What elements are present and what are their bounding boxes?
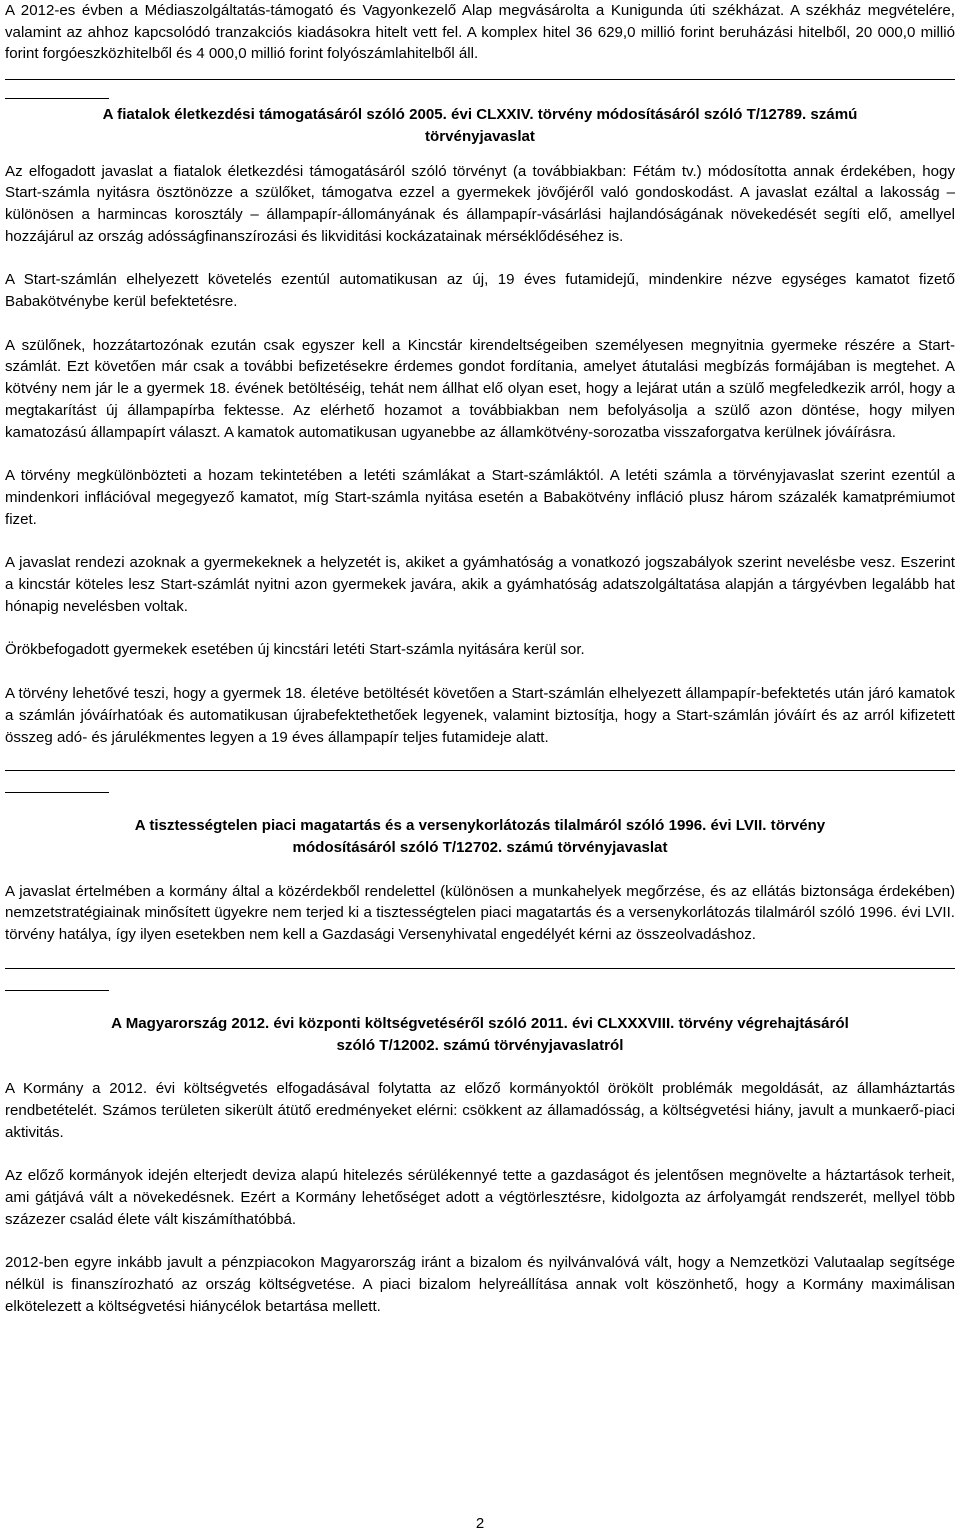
section1-paragraph: Az elfogadott javaslat a fiatalok életkezdési támogatásáról szóló törvényt (a továbbiakban: Fétám tv.) módosította annak érdekében, hogy Start-számla nyitásra ösztönözze a szülőket, támogatva ezzel a gyermekek jövőjéről való gondoskodást. A javaslat ezáltal a lakosság – különösen a harmincas korosztály – állampapír-állományának és állampapír-vásárlási hajlandóságának növekedését segíti elő, amellyel hozzájárul az ország adósságfinanszírozási és likviditási kockázatainak mérséklődéséhez is. — [5, 162, 955, 245]
document-page — [5, 0, 955, 1318]
section1-title — [5, 104, 955, 147]
section2-title-line1: A tisztességtelen piaci magatartás és a versenykorlátozás tilalmáról szóló 1996. évi LVII. törvény — [134, 817, 826, 835]
section3-title — [5, 1013, 955, 1056]
short-divider — [5, 990, 109, 991]
section1-paragraph: A szülőnek, hozzátartozónak ezután csak egyszer kell a Kincstár kirendeltségeiben személyesen megnyitnia gyermeke részére a Start-számlát. Ezt követően már csak a további befizetésekre érdemes gondot fordítania, amelyet átutalási megbízás formájában is megtehet. A kötvény nem jár le a gyermek 18. évének betöltéséig, tehát nem állhat elő olyan eset, hogy a lejárat után a szülő megfeledkezik arról, hogy a megtakarítást új állampapírba fektesse. Az elérhető hozamot a továbbiakban nem befolyásolja a szülő azon döntése, hogy milyen kamatozású állampapírt választ. A kamatok automatikusan ugyanebbe az államkötvény-sorozatba visszaforgatva kerülnek jóváírásra. — [5, 336, 955, 441]
section3-title-line1: A Magyarország 2012. évi központi költségvetéséről szóló 2011. évi CLXXXVIII. törvény végrehajtásáról — [111, 1014, 849, 1032]
section2-title — [5, 815, 955, 858]
section3-paragraph: Az előző kormányok idején elterjedt deviza alapú hitelezés sérülékennyé tette a gazdaságot és jelentősen megnövelte a háztartások terheit, ami gátjává vált a növekedésnek. Ezért a Kormány lehetőséget adott a végtörlesztésre, kidolgozta az árfolyamgát rendszerét, mellyel több százezer család élete vált kiszámíthatóbbá. — [5, 1167, 955, 1228]
section3-paragraph: 2012-ben egyre inkább javult a pénzpiacokon Magyarország iránt a bizalom és nyilvánvalóvá vált, hogy a Nemzetközi Valutaalap segítsége nélkül is finanszírozható az ország költségvetése. A piaci bizalom helyreállítása annak volt köszönhető, hogy a Kormány maximálisan elkötelezett a költségvetési hiánycélok betartása mellett. — [5, 1254, 955, 1315]
section1-paragraph: A törvény megkülönbözteti a hozam tekintetében a letéti számlákat a Start-számláktól. A letéti számla a törvényjavaslat szerint ezentúl a mindenkori inflációval megegyező kamatot, míg Start-számla nyitása esetén a Babakötvény infláció plusz három százalék kamatprémiumot fizet. — [5, 467, 955, 528]
section-divider — [5, 770, 955, 771]
section1-paragraph: A törvény lehetővé teszi, hogy a gyermek 18. életéve betöltését követően a Start-számlán elhelyezett állampapír-befektetés után járó kamatok a számlán jóváírhatóak és automatikusan újrabefektethetőek legyenek, valamint biztosítja, hogy a Start-számlán jóváírt és az arról kifizetett összeg adó- és járulékmentes legyen a 19 éves állampapír teljes futamideje alatt. — [5, 685, 955, 746]
short-divider — [5, 98, 109, 99]
section2-title-line2: módosításáról szóló T/12702. számú törvényjavaslat — [292, 838, 668, 856]
section1-paragraph: A javaslat rendezi azoknak a gyermekeknek a helyzetét is, akiket a gyámhatóság a vonatkozó jogszabályok szerint nevelésbe vesz. Eszerint a kincstár köteles lesz Start-számlát nyitni azon gyermekek javára, akik a gyámhatóság adatszolgáltatása alapján a tárgyévben legalább hat hónapig nevelésben voltak. — [5, 554, 955, 615]
section1-title-line1: A fiatalok életkezdési támogatásáról szóló 2005. évi CLXXIV. törvény módosításáról szóló T/12789. számú — [102, 106, 858, 124]
section3-paragraph: A Kormány a 2012. évi költségvetés elfogadásával folytatta az előző kormányoktól örökölt problémák megoldását, az államháztartás rendbetételét. Számos területen sikerült átütő eredményeket elérni: csökkent az államadósság, a költségvetési hiány, javult a munkaerő-piaci aktivitás. — [5, 1080, 955, 1141]
section1-paragraph: A Start-számlán elhelyezett követelés ezentúl automatikusan az új, 19 éves futamidejű, mindenkire nézve egységes kamatot fizető Babakötvénybe kerül befektetésre. — [5, 271, 955, 311]
section-divider — [5, 79, 955, 80]
section2-paragraph: A javaslat értelmében a kormány által a közérdekből rendelettel (különösen a munkahelyek megőrzése, és az ellátás biztonsága érdekében) nemzetstratégiainak minősített ügyekre nem terjed ki a tisztességtelen piaci magatartás és a versenykorlátozás tilalmáról szóló 1996. évi LVII. törvény hatálya, így ilyen esetekben nem kell a Gazdasági Versenyhivatal engedélyét kérni az összeolvadáshoz. — [5, 882, 955, 944]
section1-title-line2: törvényjavaslat — [425, 127, 535, 145]
section-divider — [5, 968, 955, 969]
intro-paragraph: A 2012-es évben a Médiaszolgáltatás-támogató és Vagyonkezelő Alap megvásárolta a Kunigunda úti székházat. A székház megvételére, valamint az ahhoz kapcsolódó tranzakciós kiadásokra hitelt vett fel. A komplex hitel 36 629,0 millió forint beruházási hitelből, 20 000,0 millió forint forgóeszközhitelből és 4 000,0 millió forint folyószámlahitelből áll. — [5, 2, 955, 63]
section1-paragraph: Örökbefogadott gyermekek esetében új kincstári letéti Start-számla nyitására kerül sor. — [5, 641, 585, 659]
page-number: 2 — [475, 1515, 485, 1532]
section3-title-line2: szóló T/12002. számú törvényjavaslatról — [336, 1036, 624, 1054]
short-divider — [5, 792, 109, 793]
